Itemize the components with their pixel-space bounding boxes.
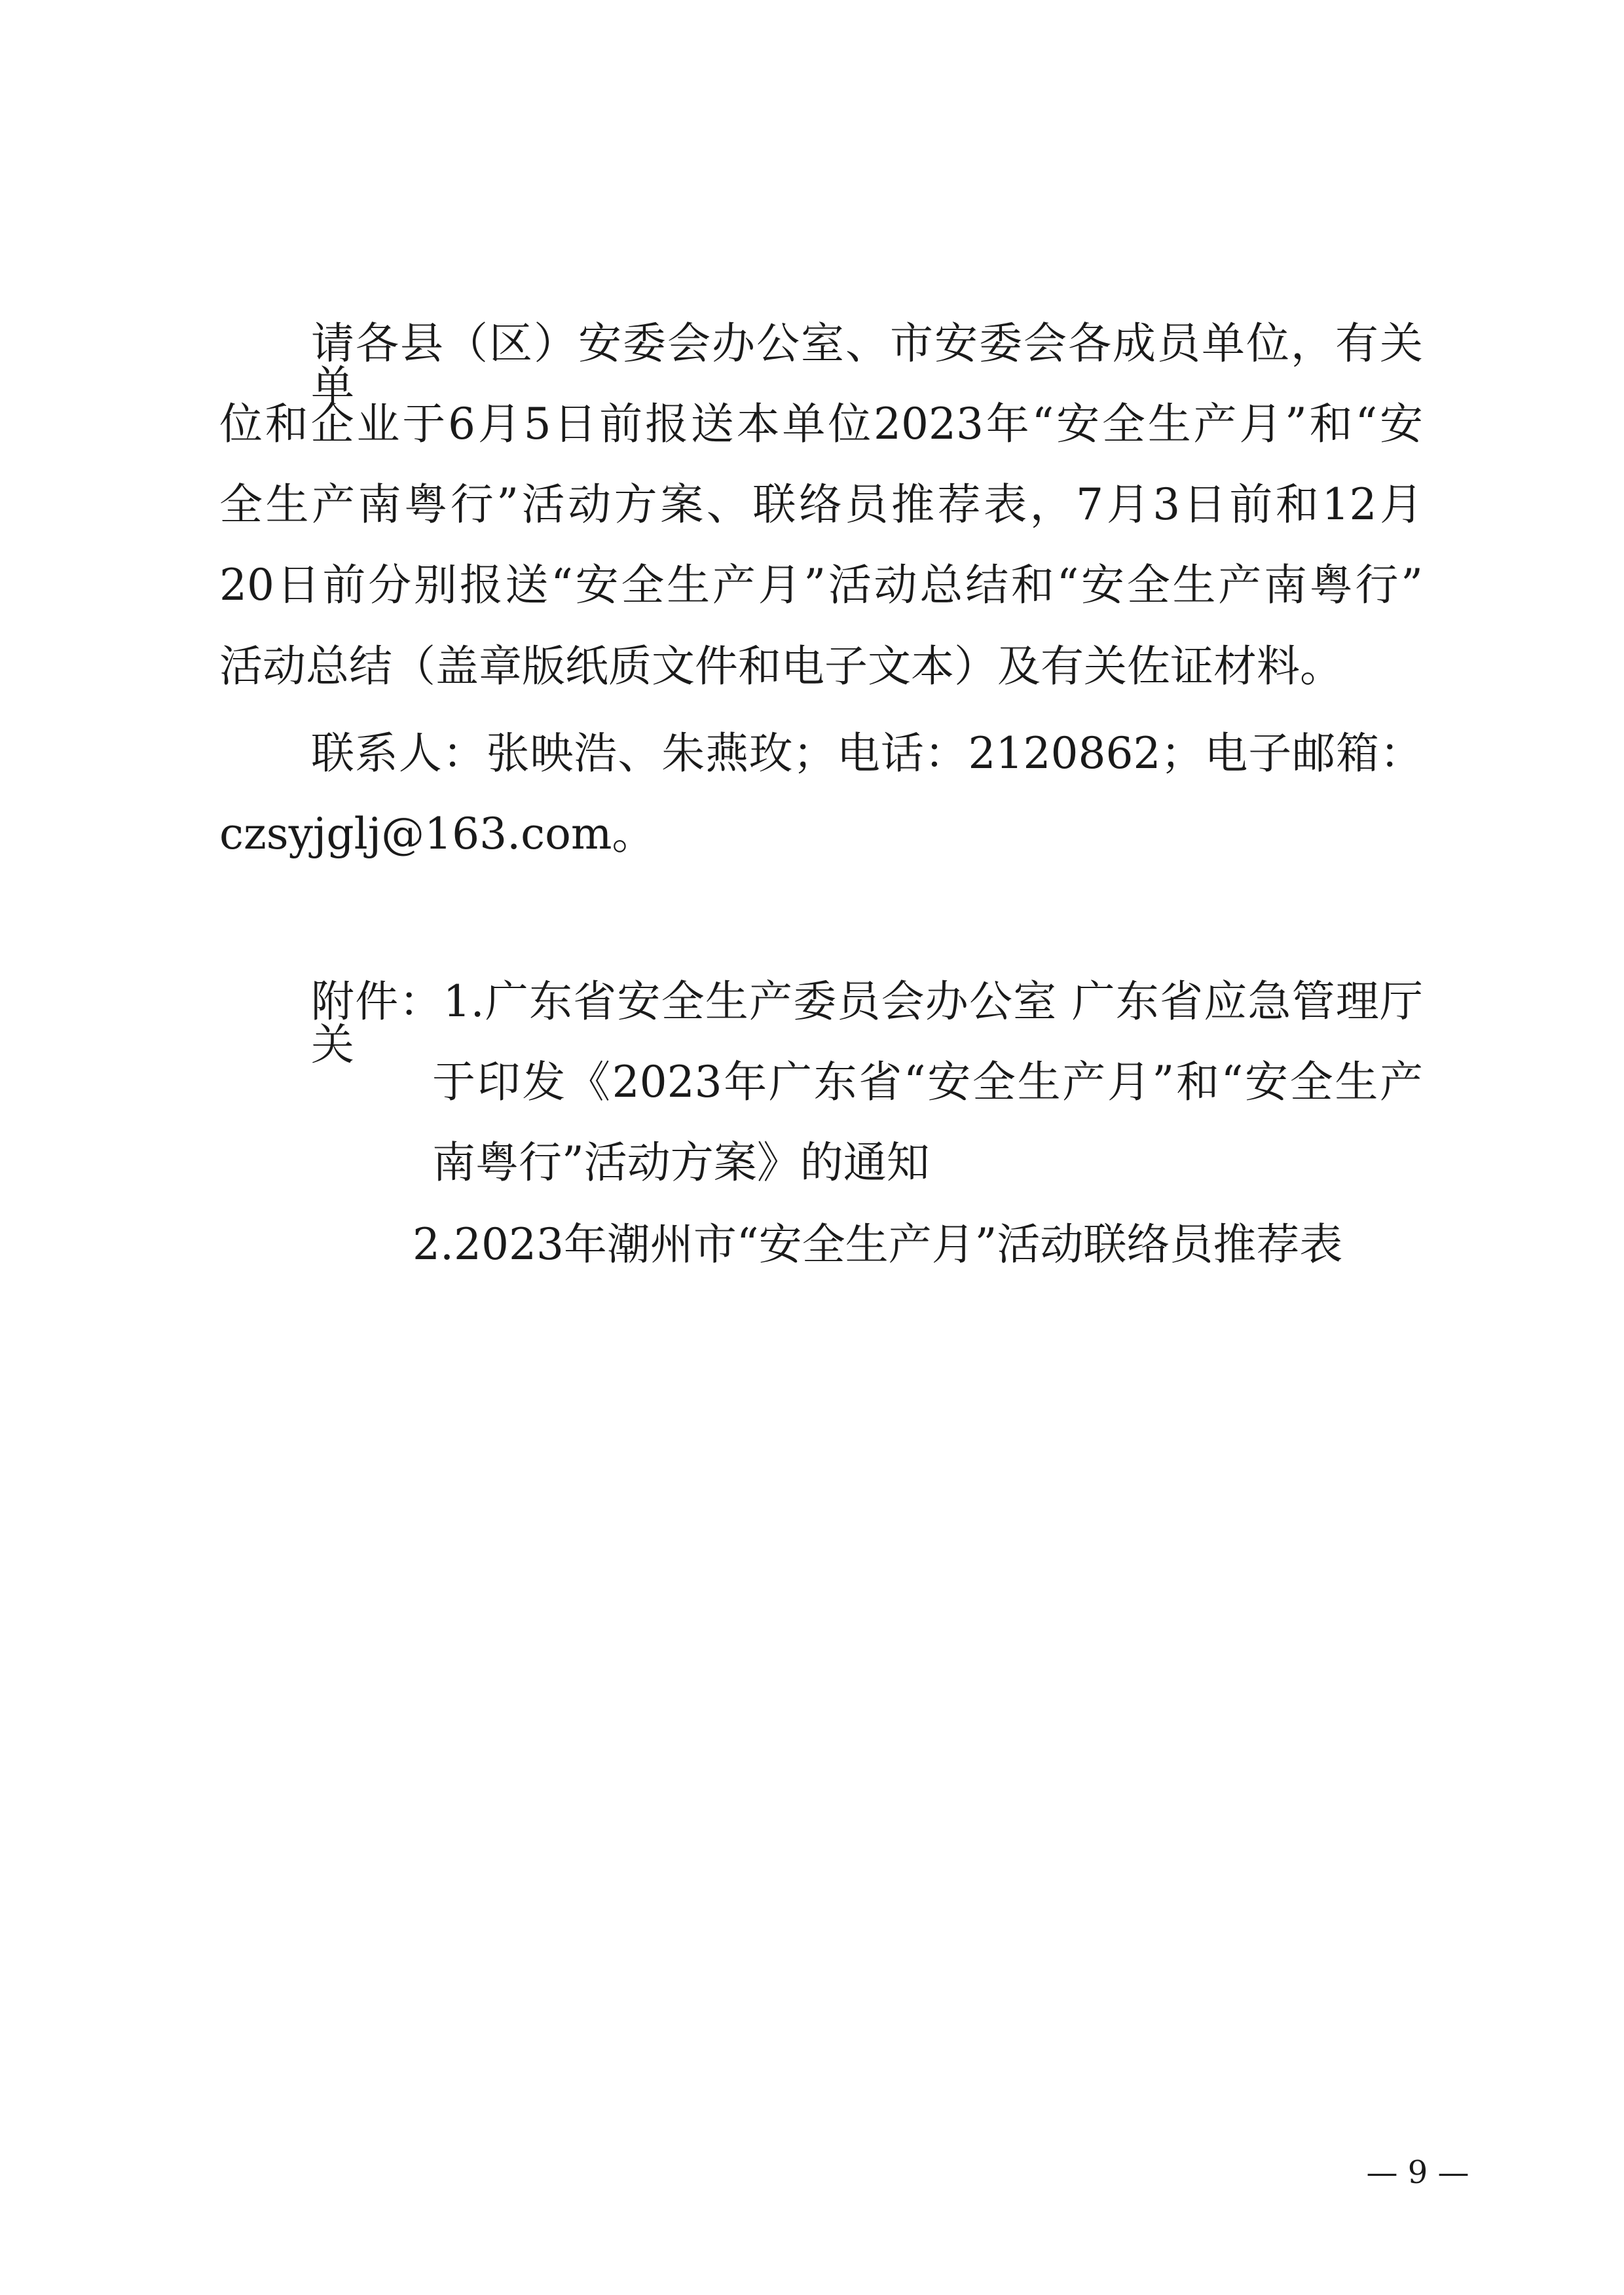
attachment-item-1-line: 南粤行”活动方案》的通知 bbox=[432, 1137, 930, 1188]
attachment-item-1-line: 附件：1.广东省安全生产委员会办公室 广东省应急管理厅关 bbox=[311, 976, 1423, 1070]
attachment-item-2: 2.2023年潮州市“安全生产月”活动联络员推荐表 bbox=[413, 1219, 1343, 1270]
paragraph-line: 20日前分别报送“安全生产月”活动总结和“安全生产南粤行” bbox=[219, 560, 1423, 610]
paragraph-line: 请各县（区）安委会办公室、市安委会各成员单位，有关单 bbox=[311, 318, 1423, 412]
attachment-item-1-line: 于印发《2023年广东省“安全生产月”和“安全生产 bbox=[432, 1057, 1423, 1107]
paragraph-line: 位和企业于6月5日前报送本单位2023年“安全生产月”和“安 bbox=[219, 399, 1423, 449]
contact-line: 联系人：张映浩、朱燕玫；电话：2120862；电子邮箱： bbox=[311, 728, 1423, 779]
paragraph-line: 全生产南粤行”活动方案、联络员推荐表，7月3日前和12月 bbox=[219, 479, 1423, 530]
paragraph-line: 活动总结（盖章版纸质文件和电子文本）及有关佐证材料。 bbox=[219, 641, 1343, 691]
contact-email: czsyjglj@163.com。 bbox=[219, 809, 655, 859]
page-number: — 9 — bbox=[1366, 2154, 1469, 2191]
